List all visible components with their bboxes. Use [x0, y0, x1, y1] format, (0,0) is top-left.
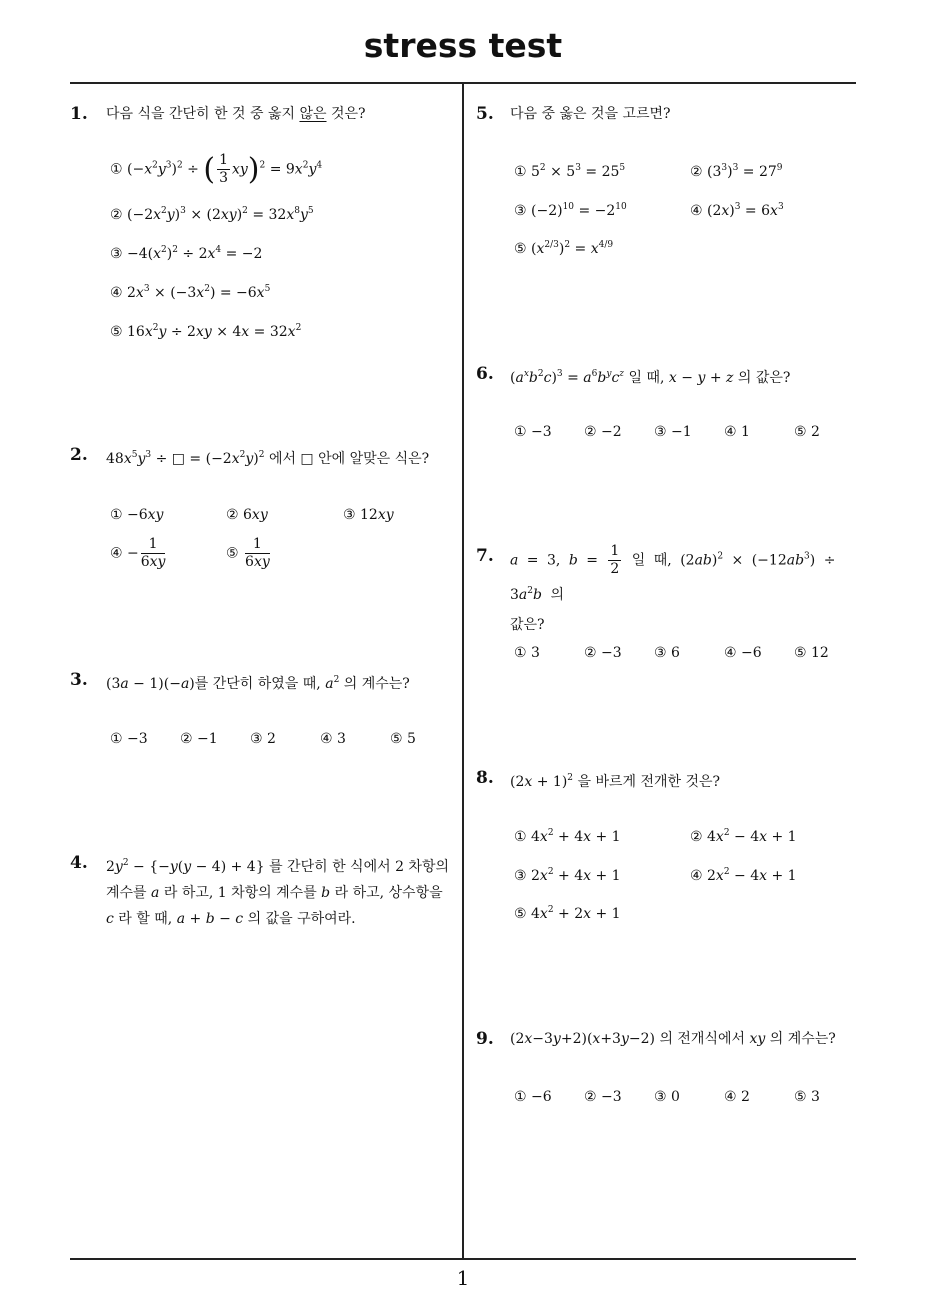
option-5[interactable]: ⑤ 5: [390, 731, 416, 747]
question-number: 1.: [70, 104, 88, 124]
option-5[interactable]: ⑤ 2: [794, 424, 820, 440]
option-3[interactable]: ③ 2: [250, 731, 276, 747]
option-5[interactable]: ⑤ $\frac{1}{6xy}$: [226, 536, 270, 570]
option-2[interactable]: ② $(-2x^2y)^3 \times (2xy)^2 = 32x^8y^5$: [110, 206, 314, 223]
option-2[interactable]: ② $4x^2 - 4x + 1$: [690, 828, 797, 845]
question-stem: $(a^xb^2c)^3 = a^6b^yc^z$ 일 때, x − y + z 의 값은?: [510, 369, 791, 386]
option-5[interactable]: ⑤ 12: [794, 645, 829, 661]
page-title: stress test: [363, 26, 563, 65]
question-number: 3.: [70, 670, 88, 690]
option-4[interactable]: ④ 2: [724, 1089, 750, 1105]
option-2[interactable]: ② −2: [584, 424, 622, 440]
option-1[interactable]: ① −6xy: [110, 507, 164, 523]
option-4[interactable]: ④ 3: [320, 731, 346, 747]
footer-rule: [70, 1258, 856, 1260]
option-1[interactable]: ① $(-x^2y^3)^2$ ÷ ( $\frac{1}{3}$ $xy)^2 = 9x^2y^4$: [110, 152, 323, 187]
option-1[interactable]: ① 3: [514, 645, 540, 661]
option-4[interactable]: ④ $(2x)^3 = 6x^3$: [690, 202, 784, 219]
option-3[interactable]: ③ $(-2)^{10} = -2^{10}$: [514, 202, 627, 219]
option-3[interactable]: ③ −1: [654, 424, 692, 440]
option-2[interactable]: ② −3: [584, 1089, 622, 1105]
question-number: 2.: [70, 445, 88, 465]
option-4[interactable]: ④ −6: [724, 645, 762, 661]
column-divider: [462, 83, 464, 1259]
option-2[interactable]: ② 6xy: [226, 507, 268, 523]
option-2[interactable]: ② −3: [584, 645, 622, 661]
option-2[interactable]: ② $(3^3)^3 = 27^9$: [690, 163, 783, 180]
option-4[interactable]: ④ $2x^2 - 4x + 1$: [690, 867, 797, 884]
option-5[interactable]: ⑤ $4x^2 + 2x + 1$: [514, 905, 621, 922]
option-1[interactable]: ① −3: [514, 424, 552, 440]
question-number: 7.: [476, 546, 494, 566]
option-4[interactable]: ④ − $\frac{1}{6xy}$: [110, 536, 166, 570]
question-stem: $2y^2 - \{-y(y - 4) + 4\}$ 를 간단히 한 식에서 2 차항의 계수를 a 라 하고, 1 차항의 계수를 b 라 하고, 상수항을 c 라 할 때, a + b − c 의 값을 구하여라.: [106, 858, 449, 927]
option-1[interactable]: ① −6: [514, 1089, 552, 1105]
option-1[interactable]: ① $5^2 \times 5^3 = 25^5$: [514, 163, 626, 180]
option-1[interactable]: ① $4x^2 + 4x + 1$: [514, 828, 621, 845]
option-2[interactable]: ② −1: [180, 731, 218, 747]
question-stem: $(2x + 1)^2$ 을 바르게 전개한 것은?: [510, 773, 721, 790]
option-3[interactable]: ③ $2x^2 + 4x + 1$: [514, 867, 621, 884]
option-3[interactable]: ③ 12xy: [343, 507, 394, 523]
question-stem: (2x−3y+2)(x+3y−2) 의 전개식에서 xy 의 계수는?: [510, 1031, 836, 1047]
question-stem: 다음 중 옳은 것을 고르면?: [510, 106, 671, 122]
question-stem: $48x^5y^3$ ÷ □ = $(-2x^2y)^2$ 에서 □ 안에 알맞은 식은?: [106, 450, 430, 467]
option-5[interactable]: ⑤ $(x^{2/3})^2 = x^{4/9}$: [514, 240, 614, 257]
option-4[interactable]: ④ 1: [724, 424, 750, 440]
question-number: 9.: [476, 1029, 494, 1049]
option-4[interactable]: ④ $2x^3 \times (-3x^2) = -6x^5$: [110, 284, 271, 301]
option-3[interactable]: ③ 0: [654, 1089, 680, 1105]
question-stem: 다음 식을 간단히 한 것 중 옳지 않은 것은?: [106, 106, 366, 122]
option-5[interactable]: ⑤ 3: [794, 1089, 820, 1105]
option-5[interactable]: ⑤ $16x^2y \div 2xy \times 4x = 32x^2$: [110, 323, 302, 340]
question-number: 4.: [70, 853, 88, 873]
question-number: 5.: [476, 104, 494, 124]
option-3[interactable]: ③ $-4(x^2)^2 \div 2x^4 = -2$: [110, 245, 263, 262]
question-stem: a = 3, b = $\frac{1}{2}$ 일 때, $(2ab)^2 \times (-12ab^3) \div 3a^2b$ 의 값은?: [510, 543, 836, 633]
option-3[interactable]: ③ 6: [654, 645, 680, 661]
question-number: 8.: [476, 768, 494, 788]
question-number: 6.: [476, 364, 494, 384]
question-stem: (3a − 1)(−a)를 간단히 하였을 때, $a^2$ 의 계수는?: [106, 675, 410, 692]
page-number: 1: [456, 1266, 470, 1290]
option-1[interactable]: ① −3: [110, 731, 148, 747]
